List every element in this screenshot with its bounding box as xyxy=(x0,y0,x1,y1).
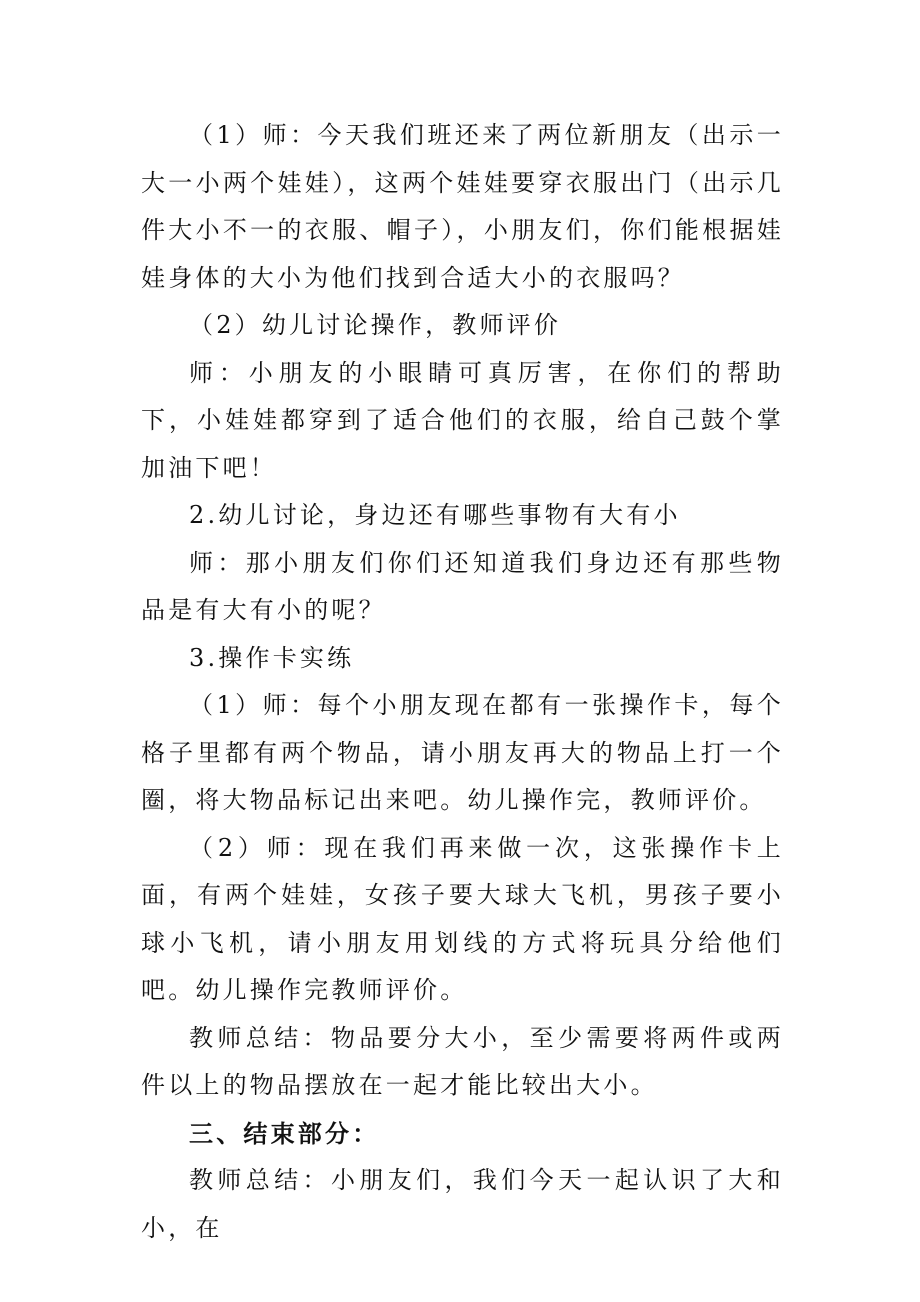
paragraph-activity-2-discussion: （2）幼儿讨论操作，教师评价 xyxy=(189,311,562,339)
paragraph-closing-summary: 教师总结：小朋友们，我们今天一起认识了大和小，在 xyxy=(141,1166,784,1242)
paragraph-activity-1-dolls: （1）师：今天我们班还来了两位新朋友（出示一大一小两个娃娃），这两个娃娃要穿衣服出门（出示几件大小不一的衣服、帽子），小朋友们，你们能根据娃娃身体的大小为他们找到合适大小的衣服吗？ xyxy=(141,121,784,292)
paragraph-section-3-title: 3.操作卡实练 xyxy=(189,643,355,672)
paragraph-section-2-title: 2.幼儿讨论，身边还有哪些事物有大有小 xyxy=(189,501,681,529)
paragraph-teacher-summary: 教师总结：物品要分大小，至少需要将两件或两件以上的物品摆放在一起才能比较出大小。 xyxy=(141,1023,784,1099)
heading-closing-part: 三、结束部分： xyxy=(189,1118,380,1148)
paragraph-card-task-1: （1）师：每个小朋友现在都有一张操作卡，每个格子里都有两个物品，请小朋友再大的物品上打一个圈，将大物品标记出来吧。幼儿操作完，教师评价。 xyxy=(141,691,784,814)
paragraph-card-task-2: （2）师：现在我们再来做一次，这张操作卡上面，有两个娃娃，女孩子要大球大飞机，男孩子要小球小飞机，请小朋友用划线的方式将玩具分给他们吧。幼儿操作完教师评价。 xyxy=(141,833,784,1004)
paragraph-teacher-praise: 师：小朋友的小眼睛可真厉害，在你们的帮助下，小娃娃都穿到了适合他们的衣服，给自己鼓个掌加油下吧！ xyxy=(141,358,784,482)
paragraph-teacher-question: 师：那小朋友们你们还知道我们身边还有那些物品是有大有小的呢？ xyxy=(141,548,784,624)
